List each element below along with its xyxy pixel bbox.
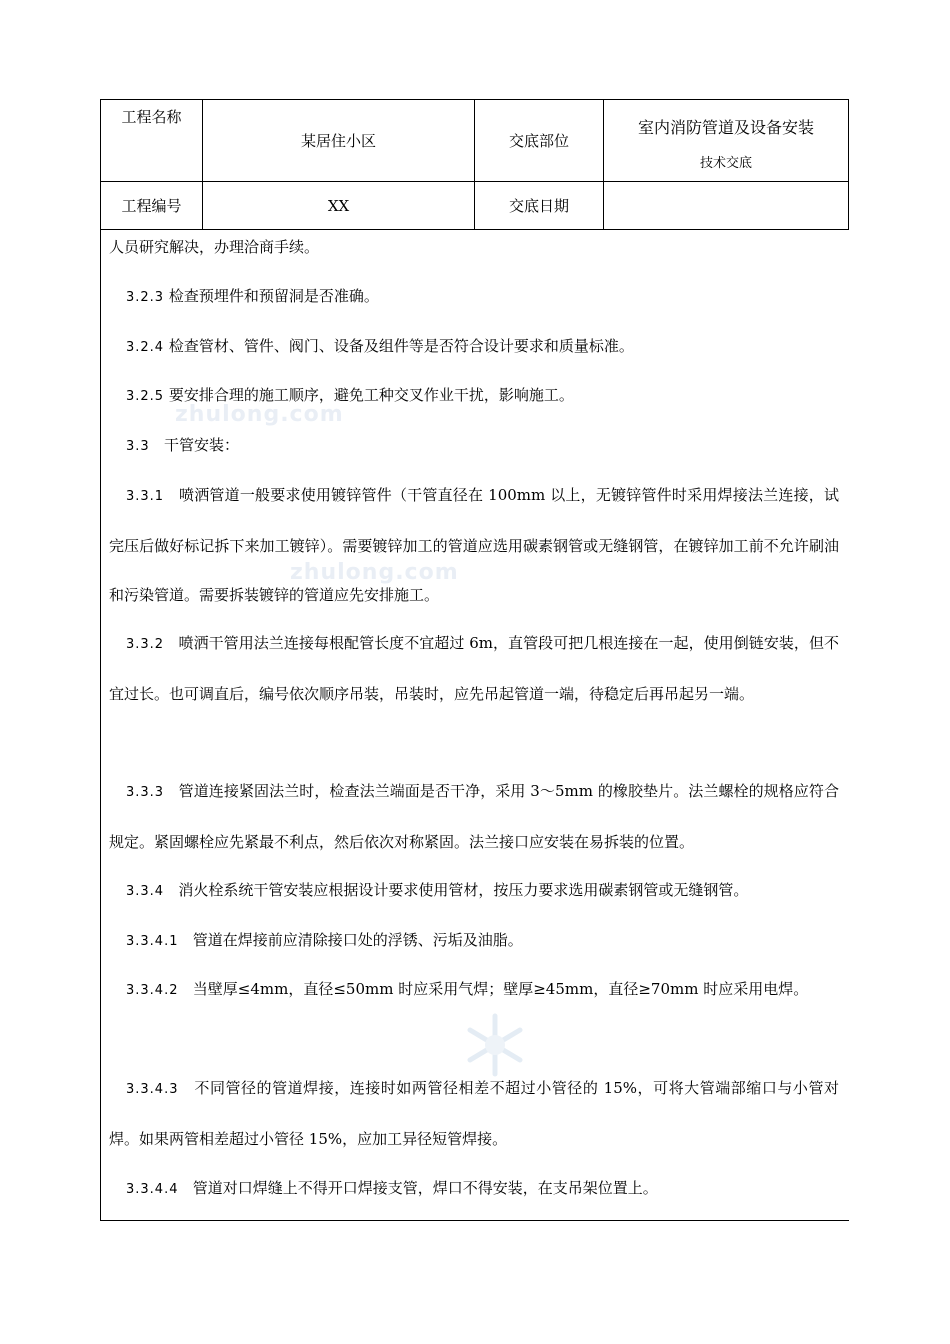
paragraph-text: 检查管材、管件、阀门、设备及组件等是否符合设计要求和质量标准。: [168, 337, 634, 355]
project-no-label: 工程编号: [101, 182, 203, 230]
project-name-label: 工程名称: [101, 100, 203, 182]
section-label: 交底部位: [475, 100, 604, 182]
paragraph: [109, 223, 839, 273]
paragraph: [109, 619, 839, 719]
section-value-sub: 技术交底: [699, 155, 752, 171]
clause-number: 3.3.4: [126, 884, 165, 899]
paragraph: [109, 866, 839, 917]
clause-number: 3.3.4.4: [126, 1182, 179, 1197]
clause-number: 3.3.1: [126, 489, 165, 504]
paragraph-text: 喷洒管道一般要求使用镀锌管件（干管直径在 100mm 以上，无镀锌管件时采用焊接法兰连接，试完压后做好标记拆下来加工镀锌）。需要镀锌加工的管道应选用碳素钢管或无缝钢管，在镀锌加工前不允许刷油和污染管道。需要拆装镀锌的管道应先安排施工。: [109, 486, 839, 604]
paragraph: [109, 916, 839, 967]
watermark-text: zhulong.com: [175, 402, 344, 427]
paragraph: [109, 767, 839, 867]
clause-number: 3.3.4.2: [126, 983, 179, 998]
paragraph-text: 管道对口焊缝上不得开口焊接支管，焊口不得安装，在支吊架位置上。: [192, 1179, 658, 1197]
clause-number: 3.2.3: [126, 290, 165, 305]
paragraph: [109, 371, 839, 422]
paragraph-text: 喷洒干管用法兰连接每根配管长度不宜超过 6m，直管段可把几根连接在一起，使用倒链安装，但不宜过长。也可调直后，编号依次顺序吊装，吊装时，应先吊起管道一端，待稳定后再吊起另一端。: [109, 634, 839, 703]
project-name-value: 某居住小区: [203, 100, 475, 182]
paragraph: [109, 322, 839, 373]
project-no-value: XX: [203, 182, 475, 230]
paragraph-text: 管道连接紧固法兰时，检查法兰端面是否干净，采用 3～5mm 的橡胶垫片。法兰螺栓的规格应符合规定。紧固螺栓应先紧最不利点，然后依次对称紧固。法兰接口应安装在易拆装的位置。: [109, 782, 839, 851]
clause-number: 3.3.2: [126, 637, 165, 652]
paragraph-text: 管道在焊接前应清除接口处的浮锈、污垢及油脂。: [192, 931, 523, 949]
header-row-project: [101, 100, 849, 182]
paragraph-text: 不同管径的管道焊接，连接时如两管径相差不超过小管径的 15%，可将大管端部缩口与小管对焊。如果两管相差超过小管径 15%，应加工异径短管焊接。: [109, 1079, 839, 1148]
clause-number: 3.2.4: [126, 340, 165, 355]
paragraph: [109, 965, 839, 1016]
watermark-text: zhulong.com: [290, 560, 459, 585]
paragraph: [109, 1064, 839, 1164]
clause-number: 3.3: [126, 439, 150, 454]
paragraph-text: 人员研究解决，办理洽商手续。: [109, 238, 320, 256]
header-table: [100, 99, 849, 230]
paragraph-text: 检查预埋件和预留洞是否准确。: [168, 287, 379, 305]
paragraph: [109, 272, 839, 323]
section-value: [604, 100, 849, 182]
date-label: 交底日期: [475, 182, 604, 230]
paragraph-text: 当壁厚≤4mm，直径≤50mm 时应采用气焊；壁厚≥45mm，直径≥70mm 时应采用电焊。: [192, 980, 809, 998]
paragraph-text: 干管安装：: [164, 436, 240, 454]
paragraph-text: 消火栓系统干管安装应根据设计要求使用管材，按压力要求选用碳素钢管或无缝钢管。: [178, 881, 749, 899]
section-value-main: 室内消防管道及设备安装: [637, 117, 814, 137]
clause-number: 3.3.4.3: [126, 1082, 179, 1097]
paragraph: [109, 421, 839, 472]
paragraph: [109, 1164, 839, 1215]
clause-number: 3.3.3: [126, 785, 165, 800]
paragraph-text: 要安排合理的施工顺序，避免工种交叉作业干扰，影响施工。: [168, 386, 574, 404]
clause-number: 3.2.5: [126, 389, 165, 404]
clause-number: 3.3.4.1: [126, 934, 179, 949]
paragraph: [109, 471, 839, 621]
